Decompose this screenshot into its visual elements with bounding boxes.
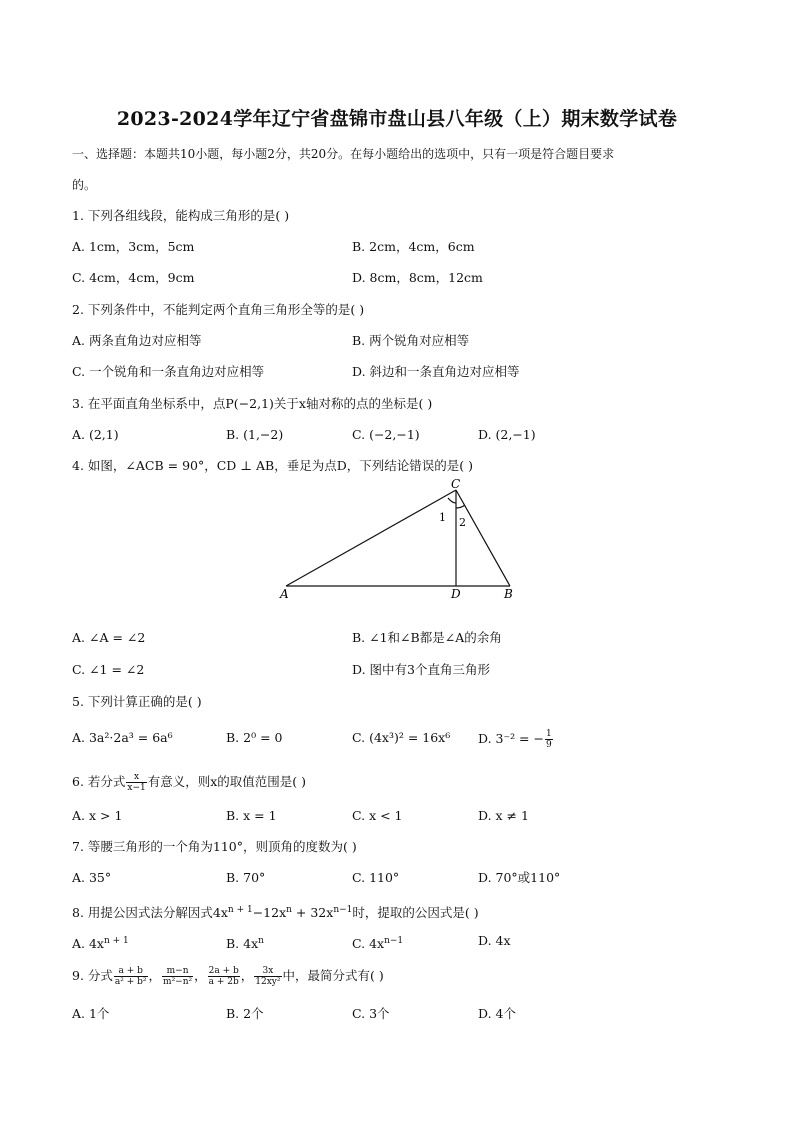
q5-option-b: B. 2⁰ = 0 — [226, 730, 283, 745]
q8-option-c — [352, 932, 403, 953]
q8-stem-mid1: −12x — [252, 905, 287, 921]
q4-option-a: A. ∠A = ∠2 — [72, 630, 146, 645]
question-3-stem: 3. 在平面直角坐标系中，点P(−2,1)关于x轴对称的点的坐标是( ) — [72, 396, 433, 411]
q6-option-d: D. x ≠ 1 — [478, 808, 529, 823]
q1-option-b: B. 2cm，4cm，6cm — [352, 239, 475, 254]
q9-fraction-4 — [254, 966, 281, 987]
q9-option-c: C. 3个 — [352, 1006, 390, 1021]
q1-option-c: C. 4cm，4cm，9cm — [72, 270, 195, 285]
q8-exp-2: n — [286, 905, 292, 915]
q8-option-c-exp: n−1 — [384, 936, 404, 946]
q4-option-c: C. ∠1 = ∠2 — [72, 662, 145, 677]
q7-option-b: B. 70° — [226, 870, 266, 885]
q9-frac1-den: a² + b² — [114, 977, 147, 987]
side-ac — [286, 490, 456, 586]
q8-option-c-text: C. 4x — [352, 936, 385, 952]
label-c: C — [451, 477, 461, 491]
q9-frac3-den: a + 2b — [208, 977, 239, 987]
question-5-stem: 5. 下列计算正确的是( ) — [72, 694, 202, 709]
question-1-stem: 1. 下列各组线段，能构成三角形的是( ) — [72, 208, 290, 223]
q7-option-d: D. 70°或110° — [478, 870, 561, 885]
q8-option-a-exp: n + 1 — [103, 936, 129, 946]
q2-option-c: C. 一个锐角和一条直角边对应相等 — [72, 364, 265, 379]
angle-2-arc — [456, 505, 465, 508]
q9-fraction-1 — [114, 966, 148, 987]
q5-option-c: C. (4x³)² = 16x⁶ — [352, 730, 451, 745]
q5-option-d — [478, 729, 554, 750]
question-7-stem: 7. 等腰三角形的一个角为110°，则顶角的度数为( ) — [72, 839, 357, 854]
q1-option-a: A. 1cm，3cm，5cm — [72, 239, 195, 254]
question-9-stem: 9. 分式 $\frac{a + b}{\text{a² + b²}}$ ， $\frac{m-n}{\text{m²−n²}}$ ， $\frac{2a + b}{a + 2b}$ ， $\frac{3x}{\text{12xy²}}$ 中，最简分式有( ) — [72, 966, 384, 987]
q9-option-d: D. 4个 — [478, 1006, 516, 1021]
q5-fraction — [545, 729, 553, 750]
question-6-stem — [72, 772, 306, 793]
q8-option-b-text: B. 4x — [226, 936, 259, 952]
q2-option-a: A. 两条直角边对应相等 — [72, 333, 202, 348]
q9-frac2-num: m−n — [162, 966, 193, 977]
q9-fraction-2 — [162, 966, 193, 987]
q2-option-d: D. 斜边和一条直角边对应相等 — [352, 364, 520, 379]
q8-option-d: D. 4x — [478, 933, 511, 948]
q9-fraction-3 — [208, 966, 240, 987]
q8-option-b — [226, 932, 264, 953]
q8-exp-3: n−1 — [333, 905, 353, 915]
q9-frac4-den: 12xy² — [255, 977, 281, 987]
q3-option-d: D. (2,−1) — [478, 427, 536, 442]
q8-exp-1: n + 1 — [227, 905, 253, 915]
q6-stem-pre: 6. 若分式 — [72, 774, 126, 789]
q5-frac-den: 9 — [545, 740, 552, 750]
q6-frac-den: x−1 — [127, 783, 146, 793]
q9-stem-pre: 9. 分式 — [72, 968, 113, 983]
q5-option-d-text: D. 3⁻² = − — [478, 731, 544, 746]
triangle-figure — [270, 476, 530, 602]
q6-option-a: A. x > 1 — [72, 808, 123, 823]
q3-option-b: B. (1,−2) — [226, 427, 284, 442]
q9-frac4-num: 3x — [254, 966, 281, 977]
q7-option-c: C. 110° — [352, 870, 400, 885]
q5-option-a: A. 3a²·2a³ = 6a⁶ — [72, 730, 173, 745]
label-b: B — [504, 587, 513, 601]
label-a: A — [280, 587, 289, 601]
q9-option-a: A. 1个 — [72, 1006, 110, 1021]
page-title: 2023-2024学年辽宁省盘锦市盘山县八年级（上）期末数学试卷 — [116, 108, 678, 130]
angle-1-arc — [448, 498, 456, 503]
q3-option-a: A. (2,1) — [72, 427, 119, 442]
section-heading-cont: 的。 — [72, 178, 97, 192]
q3-option-c: C. (−2,−1) — [352, 427, 420, 442]
q4-option-b: B. ∠1和∠B都是∠A的余角 — [352, 630, 502, 645]
question-2-stem: 2. 下列条件中，不能判定两个直角三角形全等的是( ) — [72, 302, 365, 317]
q9-frac3-num: 2a + b — [208, 966, 239, 976]
q6-option-b: B. x = 1 — [226, 808, 277, 823]
q7-option-a: A. 35° — [72, 870, 112, 885]
q5-frac-num: 1 — [545, 729, 552, 739]
q8-stem-post: 时，提取的公因式是( ) — [352, 905, 479, 921]
q8-stem-mid2: + 32x — [291, 905, 334, 921]
q6-option-c: C. x < 1 — [352, 808, 403, 823]
q9-stem-post: 中，最简分式有( ) — [282, 968, 384, 983]
q2-option-b: B. 两个锐角对应相等 — [352, 333, 470, 348]
question-8-stem — [72, 901, 479, 922]
q6-fraction — [126, 772, 146, 793]
q6-stem-post: 有意义，则x的取值范围是( ) — [147, 774, 307, 789]
q9-frac2-den: m²−n² — [163, 977, 193, 987]
q8-stem-pre: 8. 用提公因式法分解因式4x — [72, 905, 228, 921]
q8-option-b-exp: n — [258, 936, 264, 946]
q8-option-a — [72, 932, 129, 953]
q1-option-d: D. 8cm，8cm，12cm — [352, 270, 483, 285]
label-angle-1: 1 — [439, 511, 446, 524]
side-cb — [456, 490, 510, 586]
q9-frac1-num: a + b — [114, 966, 148, 977]
q8-option-a-text: A. 4x — [72, 936, 104, 952]
label-angle-2: 2 — [459, 516, 466, 529]
section-heading: 一、选择题：本题共10小题，每小题2分，共20分。在每小题给出的选项中，只有一项是符合题目要求 — [72, 147, 615, 161]
q9-option-b: B. 2个 — [226, 1006, 264, 1021]
q4-option-d: D. 图中有3个直角三角形 — [352, 662, 490, 677]
label-d: D — [451, 587, 461, 601]
question-4-stem: 4. 如图，∠ACB = 90°，CD ⊥ AB，垂足为点D，下列结论错误的是( ) — [72, 458, 473, 473]
q6-frac-num: x — [126, 772, 146, 783]
